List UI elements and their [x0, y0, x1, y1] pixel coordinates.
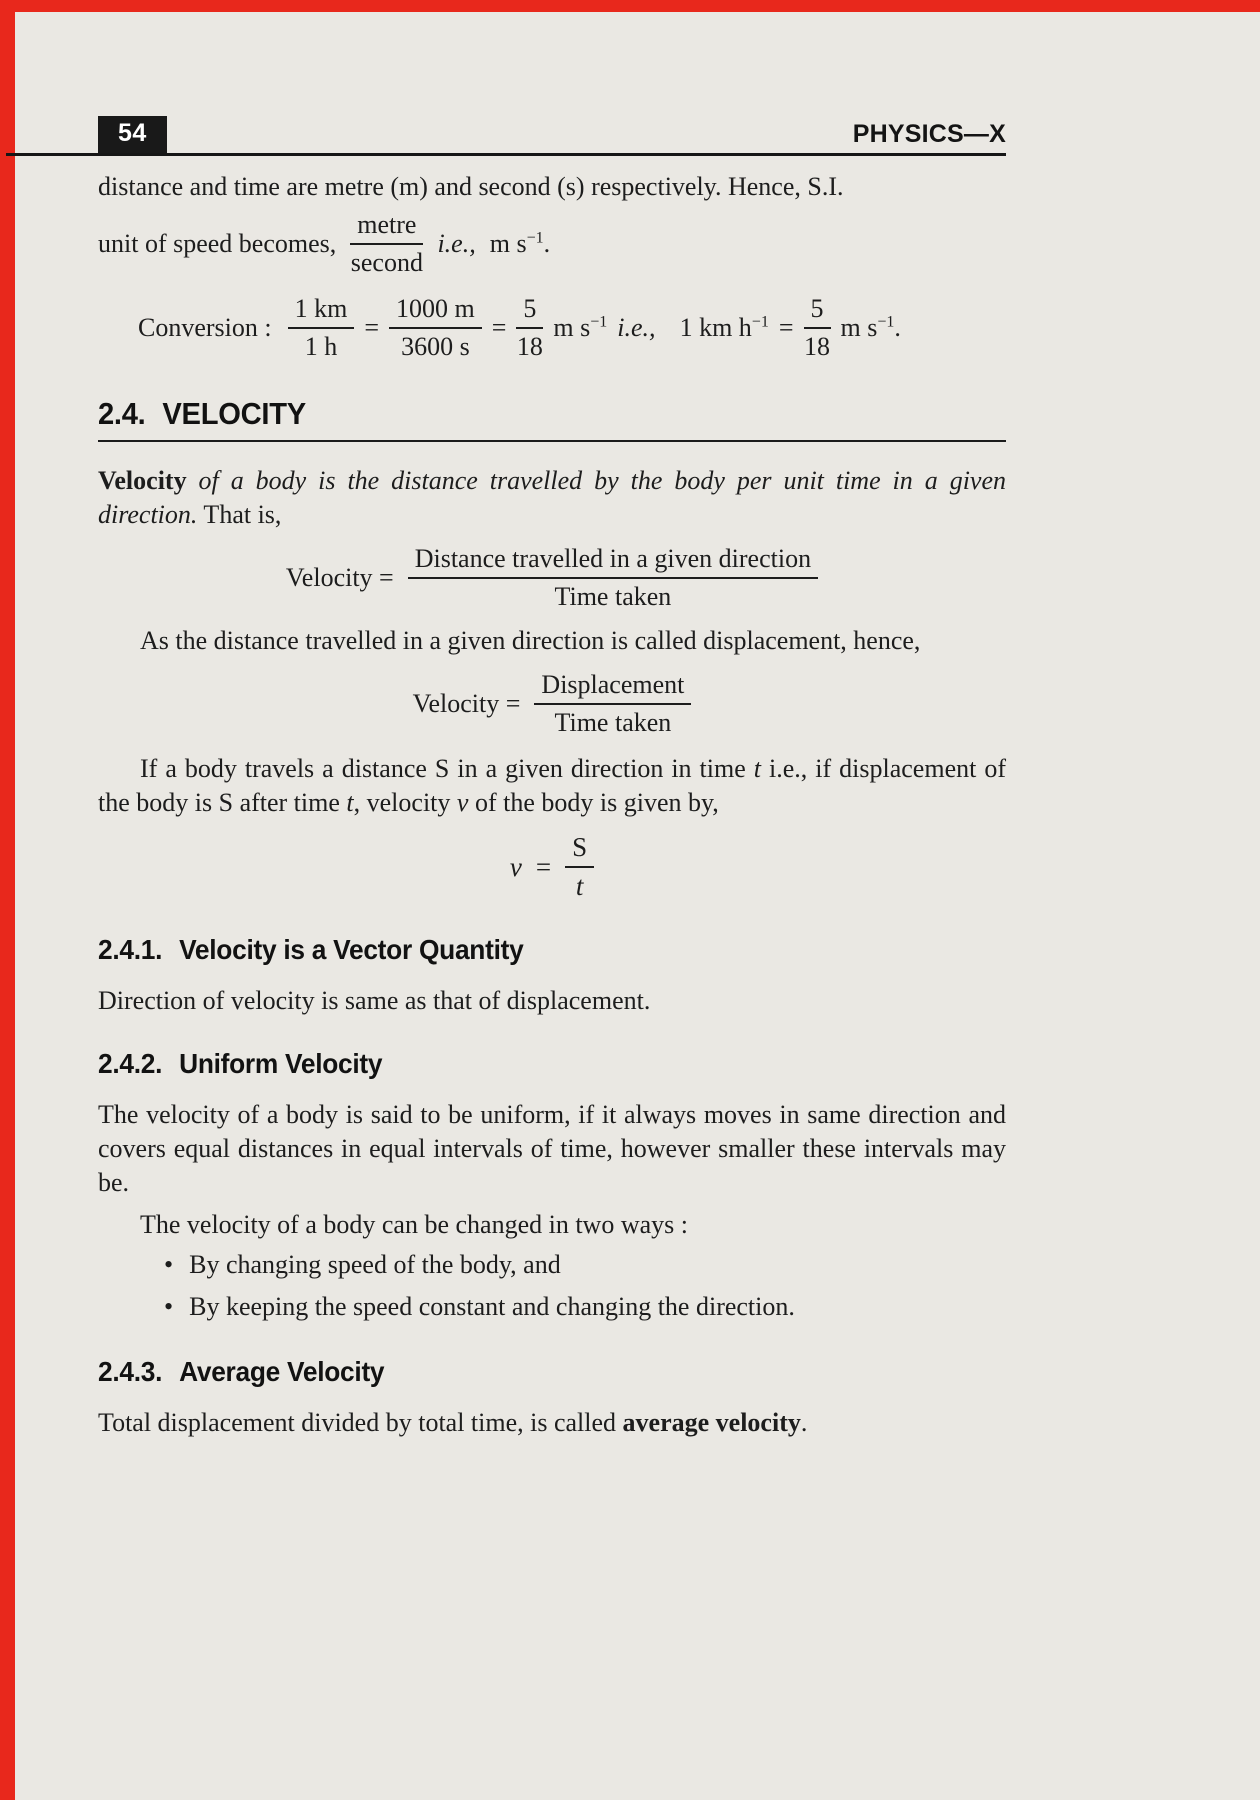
fraction-numerator: 5	[804, 294, 831, 329]
fraction-denominator: 1 h	[304, 332, 338, 361]
variable-v: v	[456, 788, 469, 817]
unit-exponent: −1	[526, 229, 544, 247]
section-number: 2.4.1.	[98, 934, 163, 965]
fraction-5-18	[804, 294, 831, 362]
bullet-text: By keeping the speed constant and changing the direction.	[189, 1292, 795, 1321]
equals-sign: =	[364, 313, 380, 342]
variable-t: t	[346, 788, 354, 817]
scan-edge-top	[0, 0, 1260, 12]
section-title: Uniform Velocity	[179, 1048, 383, 1079]
ie-abbrev: i.e.,	[617, 313, 656, 342]
definition-tail: That is,	[197, 500, 282, 529]
subsection-heading-241	[98, 934, 1006, 966]
text-run: If a body travels a distance S in a given direction in time	[140, 754, 754, 783]
average-velocity-paragraph	[98, 1406, 1006, 1440]
page-number: 54	[98, 116, 167, 153]
velocity-formula-3	[98, 832, 1006, 902]
fraction-denominator: Time taken	[554, 708, 672, 737]
unit-exponent: −1	[877, 313, 895, 331]
fraction-denominator: t	[575, 871, 584, 901]
bold-term: average velocity	[622, 1408, 801, 1437]
fraction-numerator: 1000 m	[389, 294, 482, 329]
fraction-numerator: S	[565, 832, 594, 868]
unit-text: 1 km h	[679, 313, 752, 342]
header-rule	[6, 153, 1006, 156]
fraction-numerator: metre	[350, 210, 423, 245]
period: .	[800, 1408, 808, 1437]
displacement-note: As the distance travelled in a given direction is called displacement, hence,	[140, 626, 921, 655]
two-ways-paragraph: The velocity of a body can be changed in two ways :	[140, 1210, 688, 1239]
page-header	[98, 116, 1006, 153]
section-number: 2.4.3.	[98, 1356, 163, 1387]
equals-sign: =	[778, 313, 794, 342]
bullet-text: By changing speed of the body, and	[189, 1250, 561, 1279]
section-heading-velocity	[98, 396, 1006, 442]
bullet-item-2	[164, 1288, 1006, 1326]
unit-exponent: −1	[590, 313, 608, 331]
formula-lhs: Velocity =	[412, 689, 521, 718]
running-head: PHYSICS—X	[852, 120, 1006, 148]
conversion-line	[138, 294, 1006, 362]
fraction-distance-time	[408, 544, 818, 612]
fraction-denominator: 3600 s	[401, 332, 470, 361]
fraction-m-s	[389, 294, 482, 362]
intro-line2	[98, 210, 1006, 278]
scan-edge-left	[0, 0, 15, 1800]
definition-italic: of a body is the distance travelled by the body per unit time in a given direction.	[98, 466, 1006, 529]
fraction-denominator: second	[350, 248, 423, 277]
vector-quantity-paragraph: Direction of velocity is same as that of displacement.	[98, 986, 651, 1015]
si-unit	[841, 313, 901, 343]
fraction-denominator: 18	[804, 332, 830, 361]
fraction-numerator: 5	[516, 294, 543, 329]
intro-line2-text: unit of speed becomes,	[98, 229, 337, 258]
conversion-label: Conversion :	[138, 313, 272, 342]
bullet-icon: •	[164, 1250, 174, 1279]
page-content	[98, 170, 1006, 1440]
fraction-denominator: 18	[516, 332, 543, 361]
fraction-s-t	[565, 832, 594, 902]
fraction-denominator: Time taken	[554, 582, 672, 611]
si-unit	[553, 313, 607, 343]
bullet-item-1	[164, 1246, 1006, 1284]
si-unit	[490, 229, 550, 259]
definition-term: Velocity	[98, 466, 187, 495]
fraction-metre-second	[350, 210, 423, 278]
unit-text: m s	[489, 229, 527, 258]
fraction-numerator: 1 km	[288, 294, 355, 329]
period: .	[543, 229, 551, 258]
velocity-formula-1	[98, 544, 1006, 612]
fraction-numerator: Displacement	[534, 670, 691, 705]
subsection-heading-242	[98, 1048, 1006, 1080]
section-number: 2.4.	[98, 396, 146, 431]
uniform-velocity-paragraph: The velocity of a body is said to be uniform, if it always moves in same direction and covers equal distances in equal intervals of time, however smaller these intervals may be.	[98, 1100, 1006, 1197]
text-run: Total displacement divided by total time, is called	[98, 1408, 623, 1437]
equals-sign: =	[491, 313, 507, 342]
fraction-displacement-time	[534, 670, 691, 738]
unit-exponent: −1	[751, 313, 769, 331]
period: .	[894, 313, 901, 342]
equals-sign: =	[535, 851, 552, 882]
text-run: i.e., if displacement of the body is S after time	[98, 754, 1006, 817]
formula-lhs: Velocity =	[285, 563, 394, 592]
velocity-definition	[98, 464, 1006, 532]
velocity-formula-2	[98, 670, 1006, 738]
fraction-5-18	[516, 294, 543, 362]
unit-text: m s	[840, 313, 878, 342]
section-title: VELOCITY	[162, 396, 306, 431]
kmh-unit	[680, 313, 769, 343]
fraction-km-h	[288, 294, 355, 362]
section-title: Velocity is a Vector Quantity	[179, 934, 524, 965]
body-travel-paragraph	[98, 752, 1006, 820]
ie-abbrev: i.e.,	[437, 229, 476, 258]
subsection-heading-243	[98, 1356, 1006, 1388]
unit-text: m s	[553, 313, 591, 342]
variable-v: v	[509, 851, 522, 882]
bullet-icon: •	[164, 1292, 174, 1321]
text-run: , velocity	[353, 788, 457, 817]
variable-t: t	[753, 754, 761, 783]
text-run: of the body is given by,	[468, 788, 719, 817]
fraction-numerator: Distance travelled in a given direction	[408, 544, 818, 579]
section-title: Average Velocity	[179, 1356, 385, 1387]
intro-line1: distance and time are metre (m) and second (s) respectively. Hence, S.I.	[98, 172, 844, 201]
section-number: 2.4.2.	[98, 1048, 163, 1079]
